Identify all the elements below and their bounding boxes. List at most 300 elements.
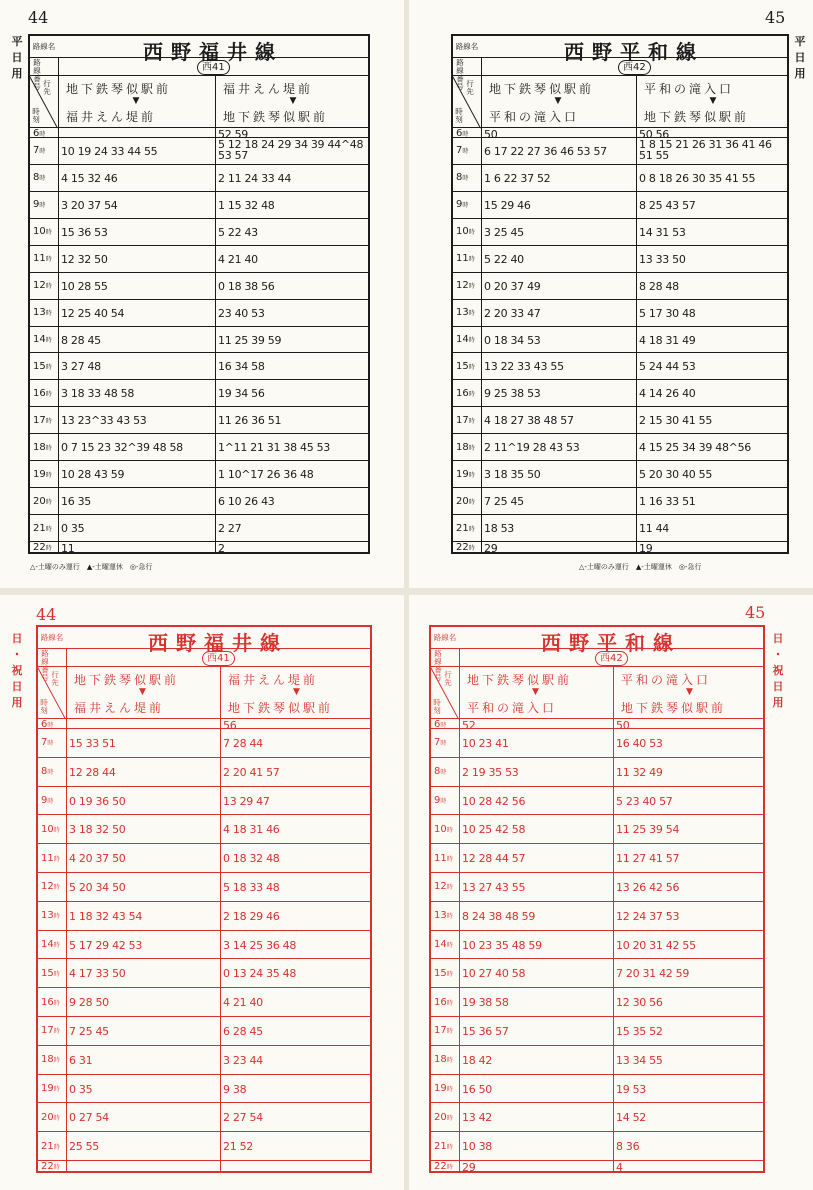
route-code-badge: 西42 [618,60,651,75]
hour-value: 20 [33,495,46,507]
departures-direction-2: 7 28 44 [223,736,263,750]
route-number-label: 路線番号 [456,58,464,91]
timetable-table [36,625,372,1173]
service-day-char: 祝 [11,664,23,677]
hour-cell [33,280,52,293]
hour-cell [434,1054,453,1067]
hour-suffix: 時 [45,471,52,479]
departures-direction-1: 29 [462,1161,476,1174]
hour-cell [33,361,52,374]
departures-direction-2: 4 18 31 49 [639,333,696,347]
hour-cell [434,795,446,808]
hour-value: 14 [41,939,54,950]
departures-direction-1: 12 28 44 [69,765,116,779]
departures-direction-2: 0 18 32 48 [223,852,280,866]
hour-suffix: 時 [468,337,475,344]
hour-suffix: 時 [468,525,475,533]
hour-suffix: 時 [45,525,52,533]
hour-suffix: 時 [53,913,60,921]
hour-cell [33,542,52,555]
departures-direction-2: 8 36 [616,1140,640,1154]
departures-direction-2: 15 35 52 [616,1024,663,1038]
hour-suffix: 時 [53,1164,60,1171]
direction-1-origin: 地下鉄琴似駅前 [66,82,172,96]
hour-suffix: 時 [468,256,475,264]
hour-cell [41,795,53,808]
hour-cell [456,469,475,482]
hour-value: 15 [33,360,46,372]
hour-cell [41,1025,60,1038]
hour-cell [41,997,60,1010]
hour-cell [456,280,475,293]
hour-suffix: 時 [468,363,475,371]
hour-suffix: 時 [47,798,54,805]
hour-cell [456,523,475,536]
departures-direction-1: 6 17 22 27 36 46 53 57 [484,144,607,158]
service-day-char: 用 [772,696,784,709]
departures-direction-1: 5 17 29 42 53 [69,938,143,952]
departures-direction-2: 8 28 48 [639,279,679,293]
hour-value: 13 [41,910,54,922]
hour-value: 15 [41,967,54,979]
departures-direction-1: 12 28 44 57 [462,852,526,866]
hour-suffix: 時 [45,283,52,291]
hour-suffix: 時 [446,884,453,892]
departures-direction-2: 13 34 55 [616,1053,663,1067]
hour-suffix: 時 [45,498,52,506]
direction-2-destination: 地下鉄琴似駅前 [223,110,329,124]
down-arrow-icon: ▼ [132,96,140,106]
timetable-page-holiday-left [0,595,404,1190]
service-day-label [793,34,807,82]
departures-direction-2: 52 59 [218,128,248,141]
hour-cell [456,542,475,555]
departures-direction-1: 6 31 [69,1053,93,1067]
legend-saturday-only: △-土曜のみ運行 [30,563,87,571]
hour-suffix: 時 [53,855,60,863]
hour-suffix: 時 [446,1086,453,1093]
service-day-char: 日 [11,632,23,645]
hour-suffix: 時 [45,545,52,552]
page-number: 44 [28,8,49,27]
hour-cell [456,307,475,320]
hour-cell [41,766,53,779]
hour-suffix: 時 [47,740,54,748]
departures-direction-2: 5 20 30 40 55 [639,468,713,482]
departures-direction-1: 0 7 15 23 32^39 48 58 [61,441,183,455]
down-arrow-icon: ▼ [532,687,539,697]
departures-direction-1: 3 20 37 54 [61,198,118,212]
departures-direction-2: 16 34 58 [218,360,265,374]
hour-value: 9 [456,199,463,211]
hour-value: 7 [33,145,40,157]
hour-suffix: 時 [45,363,52,371]
departures-direction-2: 1 16 33 51 [639,495,696,509]
hour-value: 13 [434,910,447,922]
hour-value: 16 [33,387,46,399]
hour-cell [33,199,45,212]
hour-value: 13 [33,307,46,319]
hour-suffix: 時 [53,1028,60,1036]
timetable-page-holiday-right [409,595,813,1190]
down-arrow-icon: ▼ [709,96,717,106]
route-title: 西野平和線 [564,40,704,64]
hour-value: 10 [434,823,447,835]
timetable-table [451,34,789,554]
hour-cell [434,737,446,750]
direction-2-destination: 地下鉄琴似駅前 [621,701,727,715]
service-day-char: 日 [772,680,784,693]
hour-suffix: 時 [45,417,52,425]
service-day-char: 用 [11,696,23,709]
route-code-badge: 西41 [202,651,235,666]
hour-suffix: 時 [39,202,46,210]
hour-value: 19 [33,468,46,480]
hour-suffix: 時 [446,1164,453,1171]
departures-direction-2: 2 20 41 57 [223,765,280,779]
departures-direction-1: 3 18 33 48 58 [61,387,135,401]
legend-saturday-only: △-土曜のみ運行 [579,563,636,571]
hour-value: 18 [456,441,469,453]
departures-direction-2: 5 12 18 24 29 34 39 44^48 53 57 [218,138,364,162]
hour-value: 21 [33,522,46,534]
hour-value: 19 [41,1083,54,1094]
service-day-char: 日 [794,51,806,64]
departures-direction-1: 52 [462,719,476,732]
departures-direction-2: 12 24 37 53 [616,909,680,923]
departures-direction-2: 12 30 56 [616,996,663,1010]
hour-suffix: 時 [462,175,469,183]
legend-express: ◎-急行 [129,563,153,571]
timetable-table [28,34,370,554]
hour-value: 17 [41,1025,54,1037]
hour-suffix: 時 [39,148,46,156]
hour-value: 9 [41,795,48,806]
hour-cell [434,853,453,866]
hour-cell [33,253,52,266]
departures-direction-2: 1 10^17 26 36 48 [218,468,314,482]
hour-cell [41,1083,60,1096]
hour-suffix: 時 [468,417,475,425]
hour-suffix: 時 [468,310,475,318]
departures-direction-2: 9 38 [223,1082,247,1096]
hour-suffix: 時 [39,131,46,138]
hour-value: 8 [456,172,463,184]
departures-direction-1: 1 18 32 43 54 [69,909,143,923]
departures-direction-1: 15 33 51 [69,736,116,750]
departures-direction-1: 50 [484,128,498,141]
hour-suffix: 時 [446,999,453,1007]
hour-suffix: 時 [462,148,469,156]
departures-direction-1: 0 27 54 [69,1111,109,1125]
departures-direction-1: 19 38 58 [462,996,509,1010]
hour-cell [434,910,453,923]
departures-direction-1: 18 42 [462,1053,492,1067]
hour-value: 12 [33,280,46,292]
departures-direction-1: 4 15 32 46 [61,171,118,185]
hour-suffix: 時 [53,1143,60,1151]
hour-value: 22 [41,1161,54,1172]
hour-cell [33,145,45,158]
hour-suffix: 時 [440,769,447,777]
hour-suffix: 時 [53,884,60,892]
hour-value: 10 [41,823,54,835]
departures-direction-2: 5 17 30 48 [639,306,696,320]
hour-value: 15 [456,360,469,372]
hour-suffix: 時 [45,390,52,398]
hour-label: 時刻 [455,107,463,124]
service-day-char: 用 [794,67,806,80]
departures-direction-2: 1^11 21 31 38 45 53 [218,441,330,455]
departures-direction-1: 5 22 40 [484,252,524,266]
departures-direction-2: 13 26 42 56 [616,880,680,894]
route-title: 西野福井線 [148,631,288,655]
departures-direction-1: 2 20 33 47 [484,306,541,320]
departures-direction-2: 6 10 26 43 [218,495,275,509]
hour-value: 6 [456,128,463,139]
hour-cell [33,496,52,509]
hour-suffix: 時 [440,722,447,729]
hour-cell [456,361,475,374]
hour-value: 17 [33,414,46,426]
service-day-char: 日 [11,680,23,693]
departures-direction-1: 18 53 [484,522,514,536]
service-day-char: 平 [794,35,806,48]
hour-value: 11 [41,852,54,864]
departures-direction-1: 3 18 32 50 [69,823,126,837]
hour-cell [41,1161,60,1174]
legend [579,562,701,572]
departures-direction-2: 1 15 32 48 [218,198,275,212]
hour-suffix: 時 [53,942,60,949]
direction-1-destination: 平和の滝入口 [489,110,580,124]
departures-direction-1: 9 25 38 53 [484,387,541,401]
hour-value: 14 [456,334,469,345]
hour-cell [33,172,45,185]
service-day-label [10,631,24,711]
departures-direction-1: 3 27 48 [61,360,101,374]
service-day-char: 日 [11,51,23,64]
departures-direction-2: 2 27 [218,522,242,536]
departures-direction-2: 10 20 31 42 55 [616,938,696,952]
hour-value: 11 [456,253,469,265]
route-title: 西野福井線 [143,40,283,64]
direction-1-destination: 福井えん堤前 [74,701,165,715]
departures-direction-2: 11 27 41 57 [616,852,680,866]
departures-direction-1: 2 19 35 53 [462,765,519,779]
hour-cell [456,145,468,158]
departures-direction-2: 2 27 54 [223,1111,263,1125]
hour-cell [434,881,453,894]
departures-direction-2: 14 31 53 [639,225,686,239]
departures-direction-1: 13 27 43 55 [462,880,526,894]
hour-value: 22 [456,542,469,553]
departures-direction-2: 5 22 43 [218,225,258,239]
departures-direction-1: 16 35 [61,495,91,509]
departures-direction-2: 5 24 44 53 [639,360,696,374]
route-code-badge: 西42 [595,651,628,666]
hour-value: 11 [33,253,46,265]
hour-suffix: 時 [45,229,52,237]
hour-suffix: 時 [468,545,475,552]
departures-direction-2: 8 25 43 57 [639,198,696,212]
hour-suffix: 時 [53,970,60,978]
hour-cell [456,334,475,347]
departures-direction-2: 4 14 26 40 [639,387,696,401]
hour-suffix: 時 [440,740,447,748]
hour-suffix: 時 [53,1057,60,1065]
departures-direction-1: 10 27 40 58 [462,967,526,981]
hour-suffix: 時 [468,229,475,237]
hour-value: 21 [456,522,469,534]
hour-value: 7 [456,145,463,157]
departures-direction-1: 15 36 57 [462,1024,509,1038]
departures-direction-1: 7 25 45 [484,495,524,509]
departures-direction-1: 8 24 38 48 59 [462,909,536,923]
hour-suffix: 時 [47,769,54,777]
departures-direction-1: 8 28 45 [61,333,101,347]
legend [30,562,152,572]
departures-direction-1: 10 28 43 59 [61,468,125,482]
departures-direction-2: 11 25 39 54 [616,823,680,837]
page-number: 45 [765,8,786,27]
hour-cell [456,226,475,239]
hour-label: 時刻 [433,698,441,715]
down-arrow-icon: ▼ [293,687,300,697]
hour-value: 12 [41,881,54,893]
hour-value: 15 [434,967,447,979]
hour-value: 8 [41,766,48,778]
hour-value: 19 [456,468,469,480]
service-day-char: 平 [11,35,23,48]
hour-value: 14 [33,334,46,345]
page-number: 44 [36,605,57,624]
departures-direction-2: 11 44 [639,522,669,536]
hour-cell [456,415,475,428]
service-day-char: ・ [11,648,23,661]
hour-cell [33,442,52,455]
route-number-label: 路線番号 [33,58,41,91]
departures-direction-1: 12 25 40 54 [61,306,125,320]
departures-direction-2: 11 32 49 [616,765,663,779]
departures-direction-1: 11 [61,542,75,555]
hour-suffix: 時 [45,337,52,344]
hour-suffix: 時 [446,826,453,834]
down-arrow-icon: ▼ [289,96,297,106]
departures-direction-2: 7 20 31 42 59 [616,967,690,981]
hour-value: 22 [33,542,46,553]
departures-direction-2: 0 18 38 56 [218,279,275,293]
service-day-char: 用 [11,67,23,80]
direction-2-origin: 福井えん堤前 [223,82,314,96]
departures-direction-1: 10 28 42 56 [462,794,526,808]
departures-direction-1: 4 20 37 50 [69,852,126,866]
departures-direction-1: 10 28 55 [61,279,108,293]
departures-direction-2: 50 [616,719,630,732]
departures-direction-2: 4 21 40 [223,996,263,1010]
hour-suffix: 時 [446,1028,453,1036]
departures-direction-1: 10 23 35 48 59 [462,938,542,952]
hour-value: 9 [434,795,441,806]
hour-cell [41,853,60,866]
departures-direction-1: 0 18 34 53 [484,333,541,347]
hour-label: 時刻 [32,107,40,124]
departures-direction-2: 13 33 50 [639,252,686,266]
hour-suffix: 時 [53,1086,60,1093]
departures-direction-2: 16 40 53 [616,736,663,750]
departures-direction-2: 11 25 39 59 [218,333,282,347]
hour-value: 17 [456,414,469,426]
departures-direction-1: 10 38 [462,1140,492,1154]
departures-direction-1: 2 11^19 28 43 53 [484,441,580,455]
legend-saturday-suspended: ▲-土曜運休 [635,563,679,571]
direction-1-origin: 地下鉄琴似駅前 [489,82,595,96]
departures-direction-1: 15 36 53 [61,225,108,239]
hour-suffix: 時 [468,471,475,479]
service-day-char: ・ [772,648,784,661]
departures-direction-1: 10 19 24 33 44 55 [61,144,158,158]
hour-cell [456,442,475,455]
departures-direction-1: 25 55 [69,1140,99,1154]
hour-cell [434,1025,453,1038]
departures-direction-1: 7 25 45 [69,1024,109,1038]
timetable-page-weekday-right [409,0,813,588]
hour-suffix: 時 [446,913,453,921]
departures-direction-1: 16 50 [462,1082,492,1096]
hour-cell [33,226,52,239]
departures-direction-1: 3 25 45 [484,225,524,239]
service-day-char: 祝 [772,664,784,677]
departures-direction-2: 50 56 [639,128,669,141]
hour-suffix: 時 [468,390,475,398]
hour-value: 12 [456,280,469,292]
page-number: 45 [745,603,766,622]
timetable-page-weekday-left [0,0,404,588]
departures-direction-2: 4 [616,1161,623,1174]
route-name-label: 路線名 [32,42,56,51]
direction-1-origin: 地下鉄琴似駅前 [467,673,573,687]
destination-label: 行先 [51,670,59,687]
departures-direction-2: 3 14 25 36 48 [223,938,297,952]
hour-value: 17 [434,1025,447,1037]
hour-cell [41,1141,60,1154]
departures-direction-1: 10 23 41 [462,736,509,750]
hour-value: 9 [33,199,40,211]
down-arrow-icon: ▼ [686,687,693,697]
departures-direction-1: 9 28 50 [69,996,109,1010]
route-title: 西野平和線 [541,631,681,655]
direction-2-origin: 平和の滝入口 [644,82,735,96]
departures-direction-1: 0 35 [61,522,85,536]
hour-value: 16 [434,996,447,1008]
hour-value: 6 [434,719,441,730]
direction-1-destination: 福井えん堤前 [66,110,157,124]
hour-cell [434,939,453,952]
hour-value: 16 [41,996,54,1008]
destination-label: 行先 [444,670,452,687]
service-day-label [10,34,24,82]
departures-direction-2: 2 [218,542,225,555]
departures-direction-2: 0 13 24 35 48 [223,967,297,981]
hour-label: 時刻 [40,698,48,715]
departures-direction-2: 1 8 15 21 26 31 36 41 46 51 55 [639,138,772,162]
hour-cell [434,968,453,981]
hour-suffix: 時 [45,310,52,318]
hour-suffix: 時 [39,175,46,183]
hour-suffix: 時 [53,826,60,834]
departures-direction-2: 19 53 [616,1082,646,1096]
hour-value: 10 [33,226,46,238]
